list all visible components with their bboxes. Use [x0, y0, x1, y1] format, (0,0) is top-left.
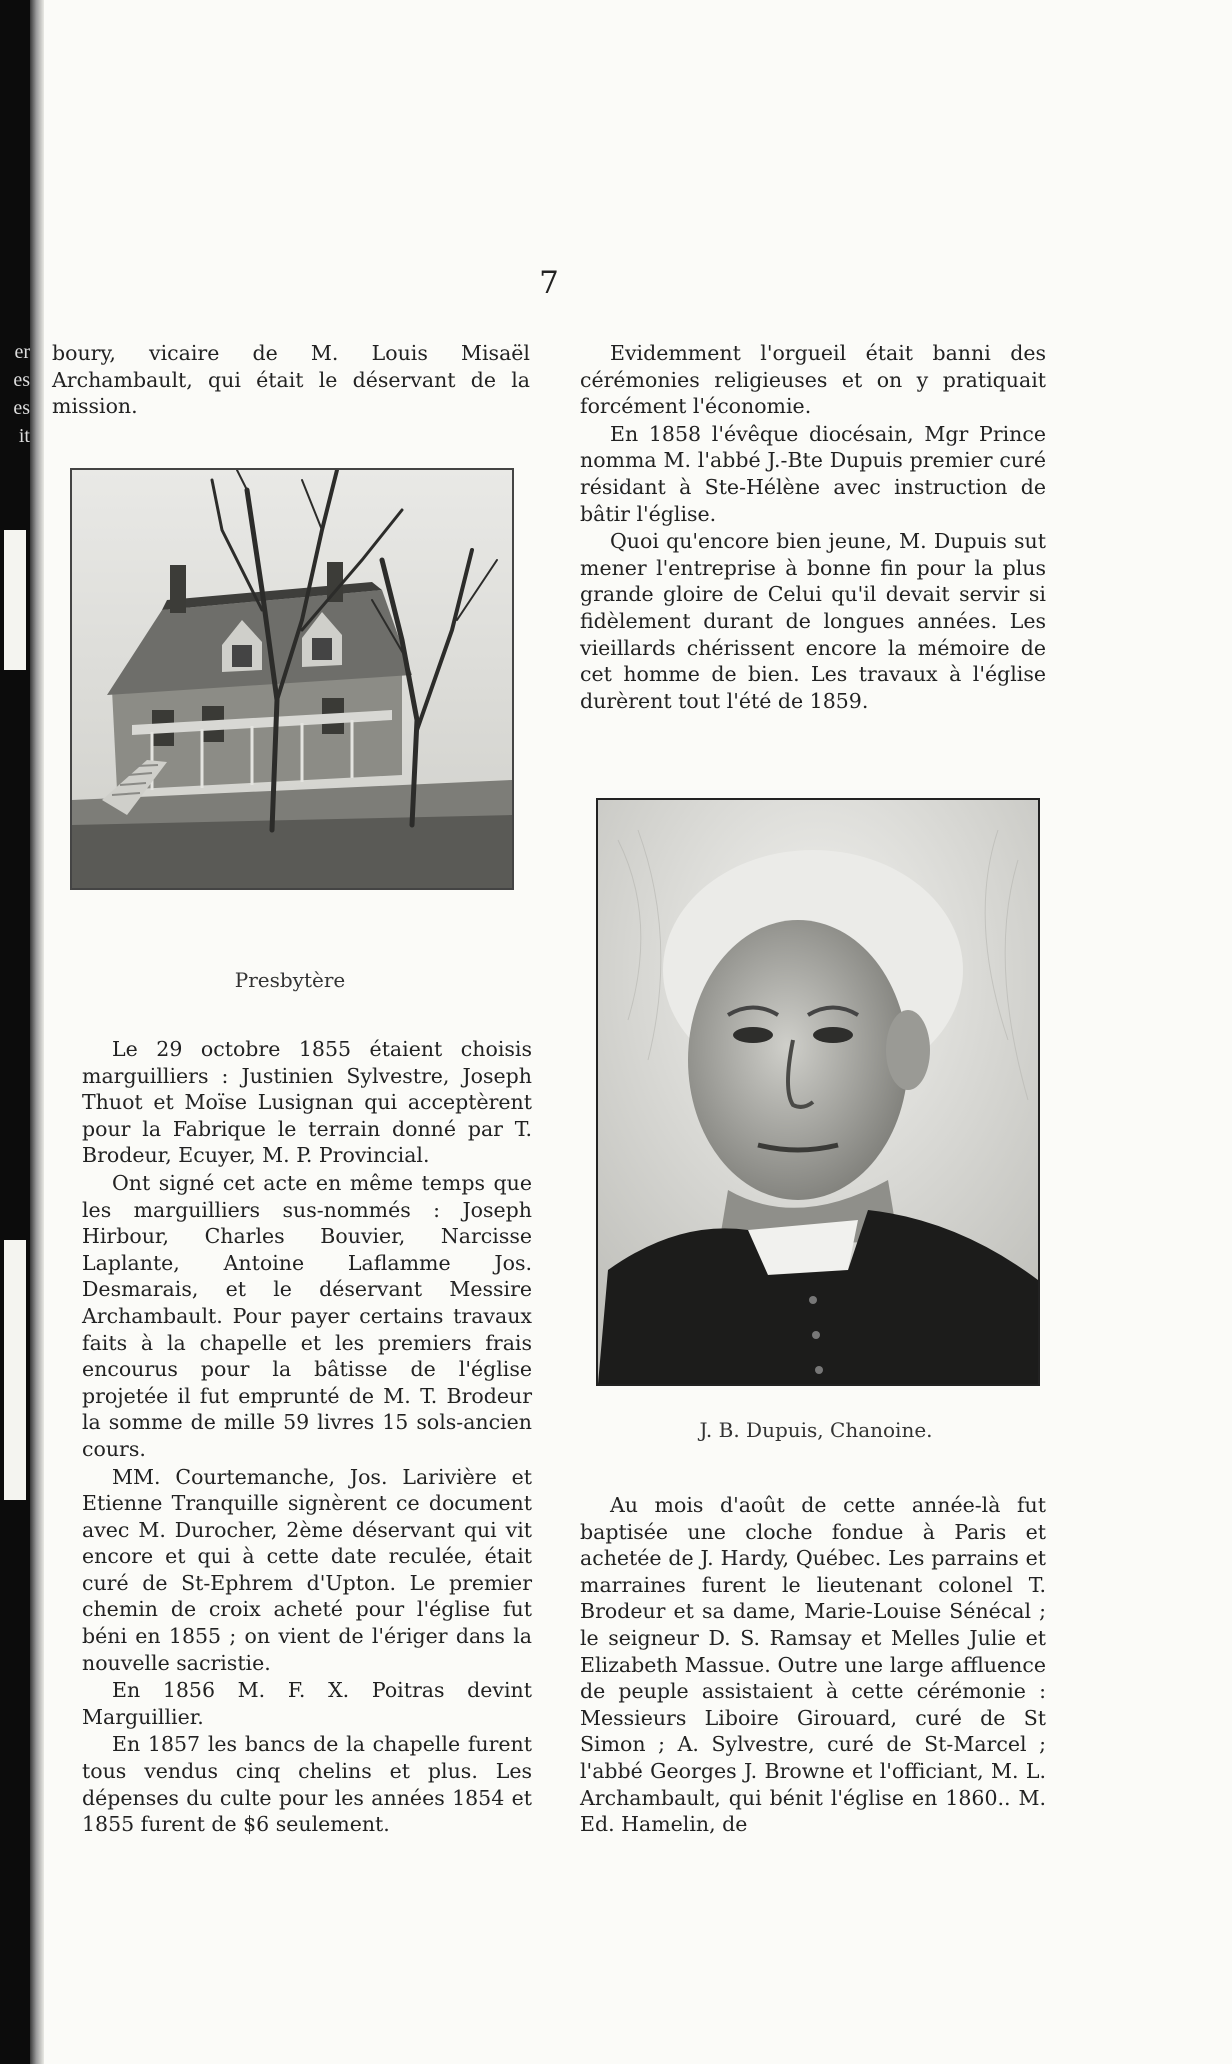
edge-fragment: it [18, 425, 30, 447]
right-column-bottom [580, 1492, 1046, 1839]
paragraph: Ont signé cet acte en même temps que les marguilliers sus-nommés : Joseph Hirbour, Charles Bouvier, Narcisse Laplante, Antoine Laflamme Jos. Desmarais, et le déservant Messire Archambault. Pour payer certains travaux faits à la chapelle et les premiers frais encourus pour la bâtisse de l'église projetée il fut emprunté de M. T. Brodeur la somme de mille 59 livres 15 sols-ancien cours. [82, 1170, 532, 1461]
edge-page-mark [4, 1240, 26, 1500]
paragraph: Quoi qu'encore bien jeune, M. Dupuis sut mener l'entreprise à bonne fin pour la plus grande gloire de Celui qu'il devait servir si fidèlement durant de longues années. Les vieillards chérissent encore la mémoire de cet homme de bien. Les travaux à l'église durèrent tout l'été de 1859. [580, 529, 1046, 713]
right-column-top [580, 340, 1046, 715]
edge-fragment: es [13, 369, 30, 391]
left-column-body [82, 1036, 532, 1839]
dupuis-portrait-photo [596, 798, 1040, 1386]
edge-fragment: es [13, 397, 30, 419]
paragraph: Le 29 octobre 1855 étaient choisis marguilliers : Justinien Sylvestre, Joseph Thuot et Moïse Lusignan qui acceptèrent pour la Fabrique le terrain donné par T. Brodeur, Ecuyer, M. P. Provincial. [82, 1037, 532, 1168]
paragraph: Au mois d'août de cette année-là fut baptisée une cloche fondue à Paris et achetée de J. Hardy, Québec. Les parrains et marraines furent le lieutenant colonel T. Brodeur et sa dame, Marie-Louise Sénécal ; le seigneur D. S. Ramsay et Melles Julie et Elizabeth Massue. Outre une large affluence de peuple assistaient à cette cérémonie : Messieurs Liboire Girouard, curé de St Simon ; A. Sylvestre, curé de St-Marcel ; l'abbé Georges J. Browne et l'officiant, M. L. Archambault, qui bénit l'église en 1860.. M. Ed. Hamelin, de [580, 1493, 1046, 1837]
paragraph: boury, vicaire de M. Louis Misaël Archambault, qui était le déservant de la mission. [52, 341, 530, 419]
paragraph: En 1857 les bancs de la chapelle furent tous vendus cinq chelins et plus. Les dépenses du culte pour les années 1854 et 1855 furent de $6 seulement. [82, 1732, 532, 1837]
dupuis-portrait-image [598, 800, 1038, 1384]
presbytere-photo [70, 468, 514, 890]
page-number: 7 [539, 265, 559, 301]
dupuis-caption: J. B. Dupuis, Chanoine. [699, 1418, 933, 1442]
paragraph: Evidemment l'orgueil était banni des cérémonies religieuses et on y pratiquait forcément l'économie. [580, 341, 1046, 419]
paragraph: En 1856 M. F. X. Poitras devint Marguillier. [82, 1678, 532, 1729]
left-column-top [52, 340, 530, 421]
edge-page-mark [4, 530, 26, 670]
paragraph: En 1858 l'évêque diocésain, Mgr Prince nomma M. l'abbé J.-Bte Dupuis premier curé résidant à Ste-Hélène avec instruction de bâtir l'église. [580, 421, 1046, 526]
scan-left-strip [0, 0, 30, 2064]
presbytere-image [72, 470, 512, 888]
paragraph: MM. Courtemanche, Jos. Larivière et Etienne Tranquille signèrent ce document avec M. Durocher, 2ème déservant qui vit encore et qui à cette date reculée, était curé de St-Ephrem d'Upton. Le premier chemin de croix acheté pour l'église fut béni en 1855 ; on vient de l'ériger dans la nouvelle sacristie. [82, 1464, 532, 1675]
presbytere-caption: Presbytère [234, 968, 346, 992]
binding-gutter [30, 0, 44, 2064]
edge-fragment: er [14, 341, 30, 363]
